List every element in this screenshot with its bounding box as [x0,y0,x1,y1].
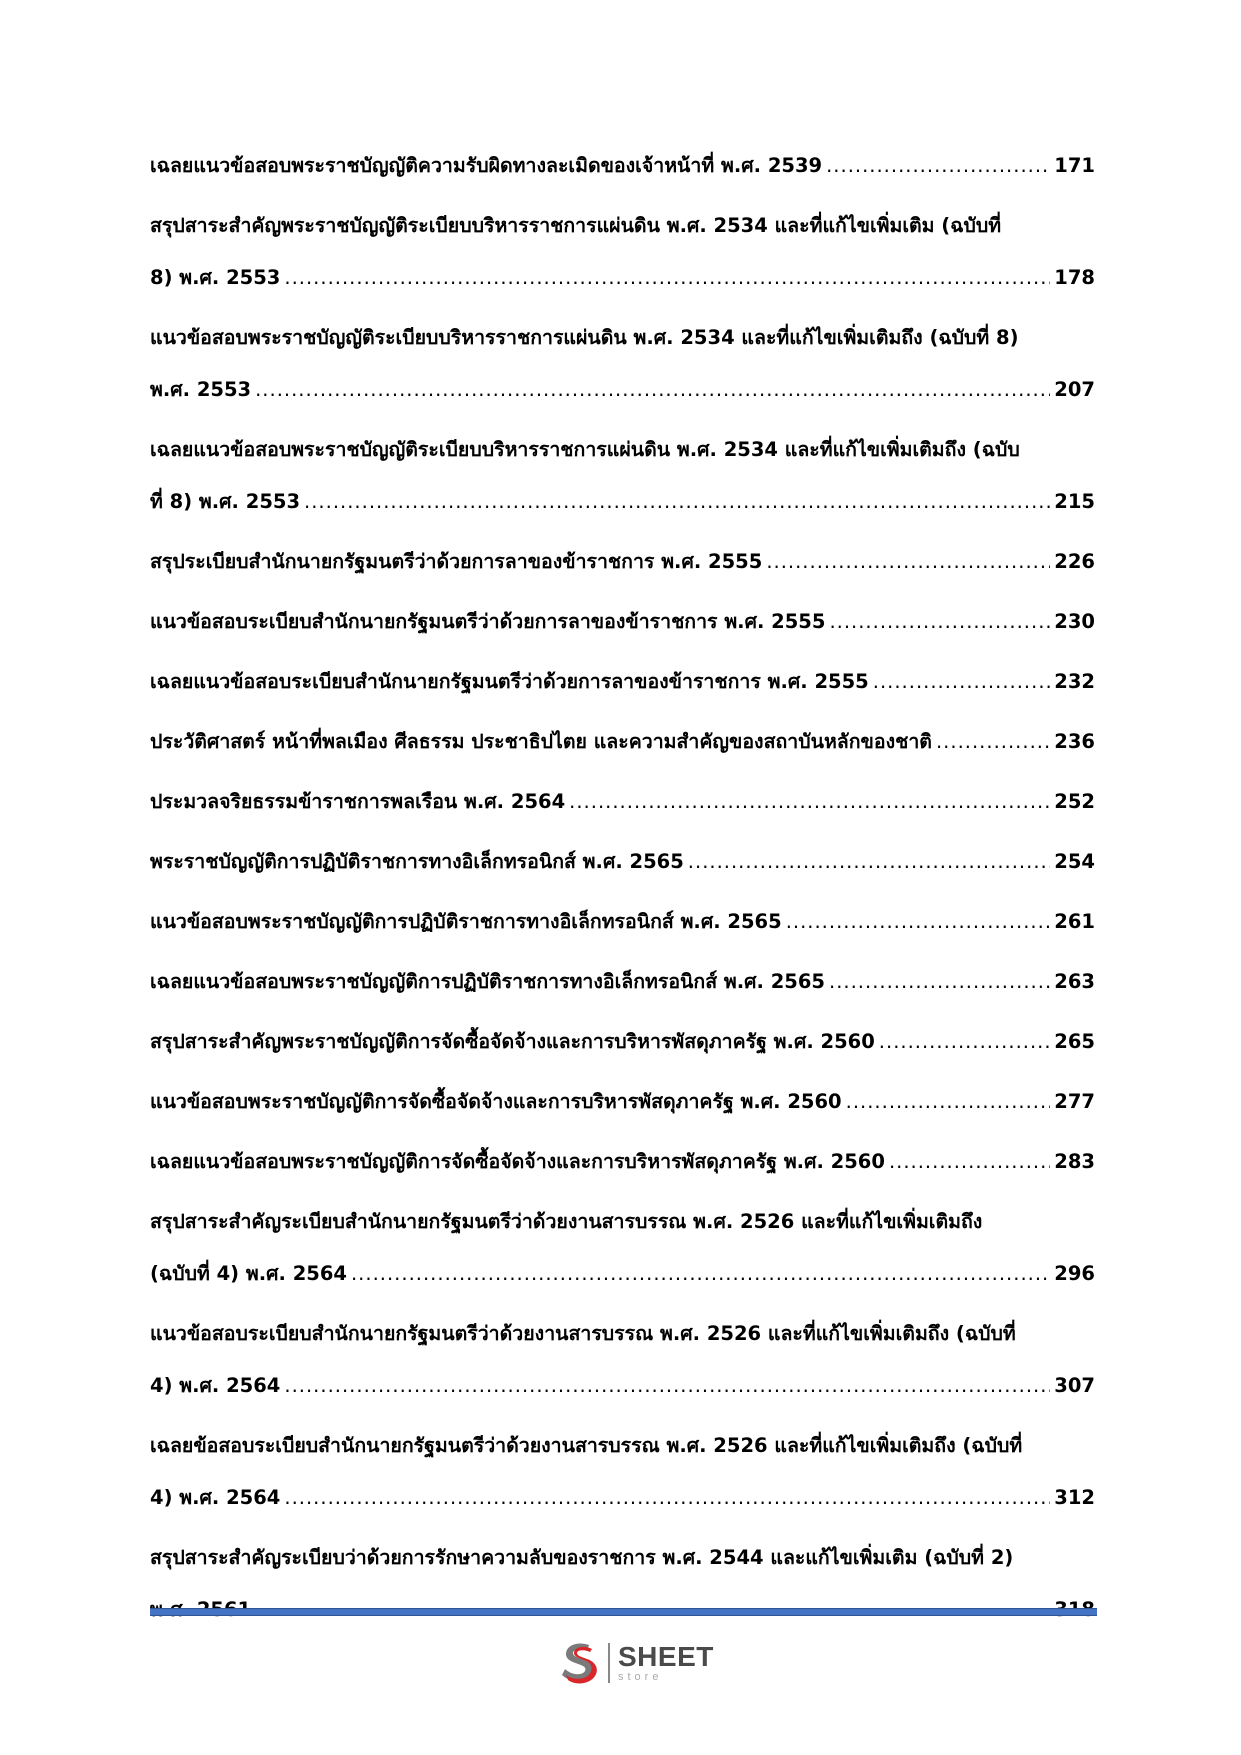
dot-leader [304,486,1050,518]
toc-entry[interactable] [150,434,1095,518]
sheet-store-logo [556,1637,714,1689]
toc-entry-title: สรุปสาระสำคัญพระราชบัญญัติระเบียบบริหารราชการแผ่นดิน พ.ศ. 2534 และที่แก้ไขเพิ่มเติม (ฉบับที่ [150,214,1002,237]
toc-entry-title: พระราชบัญญัติการปฏิบัติราชการทางอิเล็กทรอนิกส์ พ.ศ. 2565 [150,850,684,873]
logo-subtitle: store [618,1671,663,1683]
toc-page-number: 226 [1054,550,1095,573]
toc-entry-title: แนวข้อสอบระเบียบสำนักนายกรัฐมนตรีว่าด้วยการลาของข้าราชการ พ.ศ. 2555 [150,610,826,633]
toc-entry[interactable] [150,150,1095,182]
toc-page-number: 236 [1054,730,1095,753]
dot-leader [829,966,1050,998]
toc-entry[interactable] [150,786,1095,818]
toc-entry[interactable] [150,1086,1095,1118]
toc-entry-title: (ฉบับที่ 4) พ.ศ. 2564 [150,1262,347,1285]
toc-entry[interactable] [150,1146,1095,1178]
toc-entry-title: เฉลยแนวข้อสอบพระราชบัญญัติระเบียบบริหารราชการแผ่นดิน พ.ศ. 2534 และที่แก้ไขเพิ่มเติมถึง (ฉบับ [150,438,1020,461]
toc-entry[interactable] [150,726,1095,758]
dot-leader [284,1370,1050,1402]
toc-entry-title: เฉลยแนวข้อสอบพระราชบัญญัติการปฏิบัติราชการทางอิเล็กทรอนิกส์ พ.ศ. 2565 [150,970,825,993]
toc-entry-title: เฉลยแนวข้อสอบพระราชบัญญัติการจัดซื้อจัดจ้างและการบริหารพัสดุภาครัฐ พ.ศ. 2560 [150,1150,885,1173]
toc-entry[interactable] [150,1026,1095,1058]
toc-page-number: 254 [1054,850,1095,873]
footer-rule [150,1608,1097,1616]
table-of-contents [150,150,1095,1654]
toc-entry[interactable] [150,1430,1095,1514]
dot-leader [255,374,1050,406]
s-logo-icon [556,1639,602,1687]
toc-page-number: 265 [1054,1030,1095,1053]
dot-leader [879,1026,1050,1058]
toc-page-number: 230 [1054,610,1095,633]
toc-page-number: 263 [1054,970,1095,993]
toc-entry-title: แนวข้อสอบระเบียบสำนักนายกรัฐมนตรีว่าด้วยงานสารบรรณ พ.ศ. 2526 และที่แก้ไขเพิ่มเติมถึง (ฉบับที่ [150,1322,1016,1345]
dot-leader [351,1258,1050,1290]
toc-entry-title: สรุประเบียบสำนักนายกรัฐมนตรีว่าด้วยการลาของข้าราชการ พ.ศ. 2555 [150,550,763,573]
toc-entry-title: สรุปสาระสำคัญระเบียบสำนักนายกรัฐมนตรีว่าด้วยงานสารบรรณ พ.ศ. 2526 และที่แก้ไขเพิ่มเติมถึง [150,1210,983,1233]
dot-leader [284,1482,1050,1514]
dot-leader [284,262,1050,294]
toc-page-number: 261 [1054,910,1095,933]
toc-entry[interactable] [150,846,1095,878]
dot-leader [889,1146,1050,1178]
dot-leader [569,786,1050,818]
dot-leader [873,666,1051,698]
toc-entry-title: 4) พ.ศ. 2564 [150,1486,281,1509]
toc-entry-title: สรุปสาระสำคัญระเบียบว่าด้วยการรักษาความลับของราชการ พ.ศ. 2544 และแก้ไขเพิ่มเติม (ฉบับที่ 2) [150,1546,1014,1569]
toc-entry-title: เฉลยข้อสอบระเบียบสำนักนายกรัฐมนตรีว่าด้วยงานสารบรรณ พ.ศ. 2526 และที่แก้ไขเพิ่มเติมถึง (ฉบับที่ [150,1434,1023,1457]
toc-entry-title: 4) พ.ศ. 2564 [150,1374,281,1397]
toc-page-number: 312 [1054,1486,1095,1509]
toc-page-number: 171 [1054,154,1095,177]
dot-leader [786,906,1051,938]
toc-entry[interactable] [150,966,1095,998]
dot-leader [846,1086,1051,1118]
toc-entry[interactable] [150,906,1095,938]
toc-page-number: 277 [1054,1090,1095,1113]
logo-wordmark: SHEET [618,1641,714,1672]
toc-entry-title: ที่ 8) พ.ศ. 2553 [150,490,301,513]
toc-entry-title: แนวข้อสอบพระราชบัญญัติระเบียบบริหารราชการแผ่นดิน พ.ศ. 2534 และที่แก้ไขเพิ่มเติมถึง (ฉบับที่ 8) [150,326,1019,349]
toc-entry[interactable] [150,1318,1095,1402]
toc-entry[interactable] [150,210,1095,294]
toc-entry-title: ประมวลจริยธรรมข้าราชการพลเรือน พ.ศ. 2564 [150,790,566,813]
dot-leader [826,150,1050,182]
toc-entry-title: พ.ศ. 2553 [150,378,252,401]
toc-page-number: 252 [1054,790,1095,813]
toc-entry-title: แนวข้อสอบพระราชบัญญัติการจัดซื้อจัดจ้างและการบริหารพัสดุภาครัฐ พ.ศ. 2560 [150,1090,842,1113]
toc-entry-title: สรุปสาระสำคัญพระราชบัญญัติการจัดซื้อจัดจ้างและการบริหารพัสดุภาครัฐ พ.ศ. 2560 [150,1030,875,1053]
toc-entry[interactable] [150,666,1095,698]
toc-page-number: 232 [1054,670,1095,693]
toc-entry[interactable] [150,322,1095,406]
logo-divider [608,1643,610,1683]
toc-page-number: 215 [1054,490,1095,513]
toc-entry-title: แนวข้อสอบพระราชบัญญัติการปฏิบัติราชการทางอิเล็กทรอนิกส์ พ.ศ. 2565 [150,910,782,933]
toc-page-number: 296 [1054,1262,1095,1285]
toc-page-number: 283 [1054,1150,1095,1173]
toc-page-number: 207 [1054,378,1095,401]
toc-entry-title: เฉลยแนวข้อสอบระเบียบสำนักนายกรัฐมนตรีว่าด้วยการลาของข้าราชการ พ.ศ. 2555 [150,670,869,693]
dot-leader [766,546,1050,578]
toc-entry-title: ประวัติศาสตร์ หน้าที่พลเมือง ศีลธรรม ประชาธิปไตย และความสำคัญของสถาบันหลักของชาติ [150,730,932,753]
toc-entry-title: 8) พ.ศ. 2553 [150,266,281,289]
toc-page-number: 307 [1054,1374,1095,1397]
toc-entry[interactable] [150,606,1095,638]
dot-leader [688,846,1050,878]
toc-page-number: 178 [1054,266,1095,289]
toc-entry-title: เฉลยแนวข้อสอบพระราชบัญญัติความรับผิดทางละเมิดของเจ้าหน้าที่ พ.ศ. 2539 [150,154,823,177]
toc-entry[interactable] [150,1206,1095,1290]
toc-entry[interactable] [150,546,1095,578]
dot-leader [829,606,1050,638]
dot-leader [936,726,1050,758]
